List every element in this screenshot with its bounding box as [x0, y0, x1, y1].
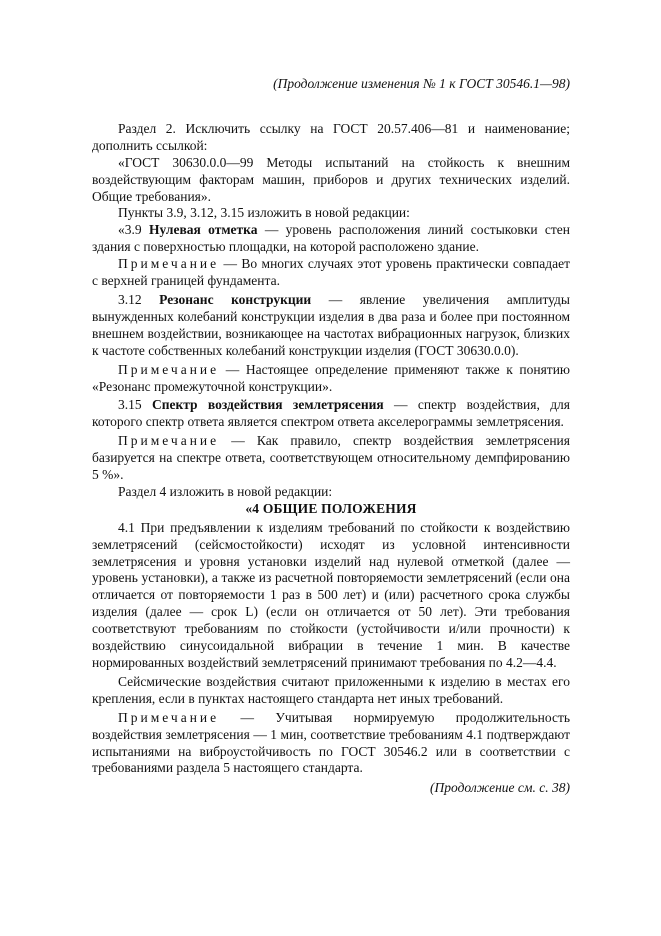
definition-3-12: [92, 292, 570, 360]
paragraph-items-intro: Пункты 3.9, 3.12, 3.15 изложить в новой редакции:: [118, 205, 410, 221]
term-name: Нулевая отметка: [148, 222, 258, 238]
note-label: Примечание: [118, 433, 220, 449]
definition-3-15: [92, 397, 570, 431]
paragraph-seismic-loads: Сейсмические воздействия считают приложенными к изделию в местах его крепления, если в пунктах настоящего стандарта нет иных требований.: [92, 673, 570, 706]
clause-number: 3.12: [118, 291, 160, 307]
term-definition: — явление увеличения амплитуды вынужденных колебаний конструкции изделия в два раза и более при постоянном внешнем воздействии, возникающее на частотах вибрационных нагрузок, близких к частоте собственных колебаний конструкции изделия (ГОСТ 30630.0.0).: [92, 291, 570, 358]
term-name: Спектр воздействия землетрясения: [151, 397, 384, 413]
paragraph-gost-reference: «ГОСТ 30630.0.0—99 Методы испытаний на стойкость к внешним воздействующим факторам машин, приборов и других технических изделий. Общие требования».: [92, 154, 570, 204]
paragraph-4-1: 4.1 При предъявлении к изделиям требований по стойкости к воздействию землетрясений (сейсмостойкости) исходят из условной интенсивности землетрясения и уровня установки изделий над нулевой отметкой (далее — уровень установки), а также из расчетной повторяемости землетрясений (если она отличается от повторяемости 1 раз в 500 лет) и (или) расчетного срока службы изделия (далее — срок L) (если он отличается от 50 лет). Эти требования соответствуют требованиям по стойкости (устойчивости и/или прочности) к воздействию синусоидальной вибрации в течение 1 мин. В качестве нормированных воздействий землетрясений принимают требования по 4.2—4.4.: [92, 519, 570, 670]
note-text: — Настоящее определение применяют также к понятию «Резонанс промежуточной конструкции».: [92, 361, 570, 394]
note-text: — Как правило, спектр воздействия землетрясения базируется на спектре ответа, соответствующем относительному демпфированию 5 %».: [92, 433, 570, 483]
term-definition: — спектр воздействия, для которого спектр ответа является спектром ответа акселерограммы землетрясения.: [92, 397, 571, 430]
clause-number: «3.9: [118, 222, 149, 238]
note-3-12: [92, 362, 570, 396]
note-3-15: [92, 433, 570, 484]
clause-number: 3.15: [118, 397, 152, 413]
note-label: Примечание: [118, 709, 220, 725]
term-definition: — уровень расположения линий состыковки стен здания с поверхностью площадки, на которой расположено здание.: [92, 222, 570, 255]
note-4-1: [92, 710, 570, 778]
note-label: Примечание: [118, 256, 220, 272]
continuation-footer: (Продолжение см. с. 38): [430, 780, 570, 796]
note-label: Примечание: [118, 361, 220, 377]
section-title: «4 ОБЩИЕ ПОЛОЖЕНИЯ: [245, 500, 417, 516]
note-text: — Учитывая нормируемую продолжительность воздействия землетрясения — 1 мин, соответствие требованиям 4.1 подтверждают испытаниями на виброустойчивость по ГОСТ 30546.2 или в соответствии с требованиями раздела 5 настоящего стандарта.: [92, 709, 570, 776]
term-name: Резонанс конструкции: [159, 291, 312, 307]
page-content: [92, 76, 570, 797]
note-text: — Во многих случаях этот уровень практически совпадает с верхней границей фундамента.: [92, 256, 570, 289]
definition-3-9: [92, 222, 570, 256]
paragraph-section-4-intro: Раздел 4 изложить в новой редакции:: [118, 483, 333, 499]
note-3-9: [92, 256, 570, 290]
paragraph-section-2: Раздел 2. Исключить ссылку на ГОСТ 20.57.406—81 и наименование; дополнить ссылкой:: [92, 120, 570, 153]
running-header: (Продолжение изменения № 1 к ГОСТ 30546.1—98): [273, 76, 570, 91]
